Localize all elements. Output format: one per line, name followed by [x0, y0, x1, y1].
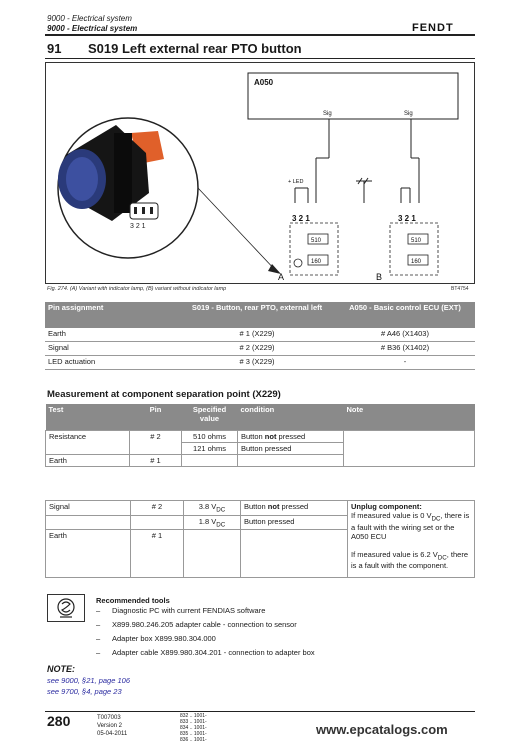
table-cell	[184, 530, 241, 578]
table-cell: Button pressed	[238, 443, 344, 455]
note-text: If measured value is 0 V	[351, 511, 432, 520]
table-cell	[182, 455, 238, 467]
serial-item: 835 .. 1001-	[180, 731, 207, 737]
note-heading: Unplug component:	[351, 502, 422, 511]
col-header: Pin assignment	[45, 302, 179, 328]
header-rule	[45, 34, 475, 36]
tool-text: Diagnostic PC with current FENDIAS software	[112, 606, 266, 615]
value-sub: DC	[216, 506, 226, 514]
table-cell: 121 ohms	[182, 443, 238, 455]
col-header: Specified value	[182, 404, 238, 431]
footer-rule	[45, 711, 475, 712]
tool-item	[96, 648, 315, 657]
col-header: S019 - Button, rear PTO, external left	[179, 302, 335, 328]
table-cell: # 2	[130, 431, 182, 455]
resistor-a-510-label: 510	[311, 238, 322, 244]
table-cell	[238, 431, 344, 443]
note-text: , there is a fault with the component.	[351, 549, 469, 570]
measurement-heading: Measurement at component separation point (X229)	[47, 389, 281, 400]
signal-table	[45, 500, 475, 578]
dash: –	[96, 634, 101, 643]
table-cell: LED actuation	[45, 356, 179, 370]
pins-a: 3 2 1	[292, 214, 310, 223]
table-cell: -	[335, 356, 475, 370]
table-header-row	[46, 404, 475, 431]
tools-icon	[48, 595, 84, 621]
note-heading: NOTE:	[47, 664, 75, 674]
dash: –	[96, 648, 101, 657]
tool-text: X899.980.246.205 adapter cable - connection to sensor	[112, 620, 297, 629]
resistor-b-160-label: 160	[411, 259, 422, 265]
serial-item: 832 .. 1001-	[180, 713, 207, 719]
value-text: 1.8 V	[198, 516, 217, 526]
table-cell: Earth	[45, 328, 179, 342]
sig-label-a: Sig	[323, 111, 332, 117]
ecu-box	[248, 73, 458, 119]
page-number: 280	[47, 713, 71, 729]
table-cell	[184, 515, 241, 530]
table-cell: # 3 (X229)	[179, 356, 335, 370]
table-cell	[344, 431, 475, 467]
tool-item	[96, 634, 216, 643]
col-header: A050 - Basic control ECU (EXT)	[335, 302, 475, 328]
table-cell: Earth	[46, 530, 131, 578]
circuit-diagram	[46, 63, 476, 285]
note-link[interactable]: see 9700, §4, page 23	[47, 687, 122, 696]
serial-item: 834 .. 1001-	[180, 725, 207, 731]
tool-text: Adapter cable X899.980.304.201 - connection to adapter box	[112, 648, 315, 657]
table-header-row	[45, 302, 475, 328]
note-text: If measured value is 6.2 V	[351, 549, 438, 559]
col-header: Pin	[130, 404, 182, 431]
cond-bold: not	[264, 432, 277, 441]
cond-text: Button	[241, 432, 265, 441]
ecu-label: A050	[254, 78, 274, 87]
table-cell: Resistance	[46, 431, 130, 455]
dash: –	[96, 620, 101, 629]
variant-b-label: B	[376, 272, 383, 282]
note-text: , there is a fault with the wiring set or the A050 ECU	[351, 511, 470, 541]
table-cell: 510 ohms	[182, 431, 238, 443]
figure-frame	[45, 62, 475, 284]
resistor-a-160-label: 160	[311, 259, 322, 265]
fendt-logo: FENDT	[412, 22, 454, 34]
cond-text: Button	[244, 502, 268, 511]
tool-item	[96, 606, 265, 615]
col-header: condition	[238, 404, 344, 431]
variant-a-label: A	[278, 272, 285, 282]
table-cell	[46, 515, 131, 530]
table-cell: Signal	[46, 501, 131, 516]
value-sub: DC	[216, 521, 226, 528]
led-label: + LED	[288, 179, 304, 185]
table-row	[46, 431, 475, 443]
section-number: 91	[47, 41, 62, 56]
table-row	[45, 356, 475, 370]
sig-label-b: Sig	[404, 111, 413, 117]
resistor-b-510-label: 510	[411, 238, 422, 244]
table-cell: Signal	[45, 342, 179, 356]
lamp-icon	[294, 259, 302, 267]
header-subsection: 9000 - Electrical system	[47, 24, 138, 33]
note-sub: DC	[437, 554, 447, 561]
table-cell: # 1	[131, 530, 184, 578]
tool-item	[96, 620, 297, 629]
figure-id: BT4754	[451, 286, 469, 292]
note-link[interactable]: see 9000, §21, page 106	[47, 676, 130, 685]
table-cell	[238, 455, 344, 467]
ground-icon	[356, 178, 372, 184]
table-cell: Button pressed	[241, 515, 348, 530]
table-row	[46, 501, 475, 516]
cond-bold: not	[267, 502, 280, 511]
table-cell	[131, 515, 184, 530]
title-rule	[45, 58, 475, 59]
watermark: www.epcatalogs.com	[316, 722, 448, 737]
table-cell: # 2	[131, 501, 184, 516]
serial-item: 836 .. 1001-	[180, 737, 207, 743]
note-cell	[348, 501, 475, 578]
svg-text:3 2 1: 3 2 1	[130, 223, 146, 230]
table-cell: Earth	[46, 455, 130, 467]
variant-b-box	[390, 223, 438, 275]
col-header: Test	[46, 404, 130, 431]
header-section: 9000 - Electrical system	[47, 14, 132, 23]
table-row	[45, 342, 475, 356]
table-cell: # 1	[130, 455, 182, 467]
serial-item: 833 .. 1001-	[180, 719, 207, 725]
note-sub: DC	[431, 515, 441, 523]
doc-date: 05-04-2011	[97, 731, 128, 737]
tool-text: Adapter box X899.980.304.000	[112, 634, 216, 643]
doc-version: Version 2	[97, 723, 123, 729]
doc-number: T007003	[97, 715, 121, 721]
table-cell: # 1 (X229)	[179, 328, 335, 342]
doc-info	[97, 714, 127, 738]
button-photo	[58, 118, 198, 258]
col-header: Note	[344, 404, 475, 431]
value-text: 3.8 V	[198, 502, 217, 511]
table-row	[45, 328, 475, 342]
table-cell	[241, 530, 348, 578]
dash: –	[96, 606, 101, 615]
pins-b: 3 2 1	[398, 214, 416, 223]
table-cell: # 2 (X229)	[179, 342, 335, 356]
table-cell: # B36 (X1402)	[335, 342, 475, 356]
serial-list	[180, 713, 207, 743]
table-cell: # A46 (X1403)	[335, 328, 475, 342]
cond-text: pressed	[279, 502, 309, 511]
cond-text: pressed	[276, 432, 306, 441]
table-cell	[241, 501, 348, 516]
table-cell	[184, 501, 241, 516]
figure-caption: Fig. 274. (A) Variant with indicator lamp, (B) variant without indicator lamp	[47, 286, 227, 292]
resistance-table	[45, 404, 475, 467]
leader-line	[198, 188, 278, 273]
tools-heading: Recommended tools	[96, 596, 170, 605]
page-title: S019 Left external rear PTO button	[88, 41, 302, 56]
pin-assignment-table	[45, 302, 475, 370]
tools-icon-box	[47, 594, 85, 622]
wiring	[295, 119, 419, 203]
